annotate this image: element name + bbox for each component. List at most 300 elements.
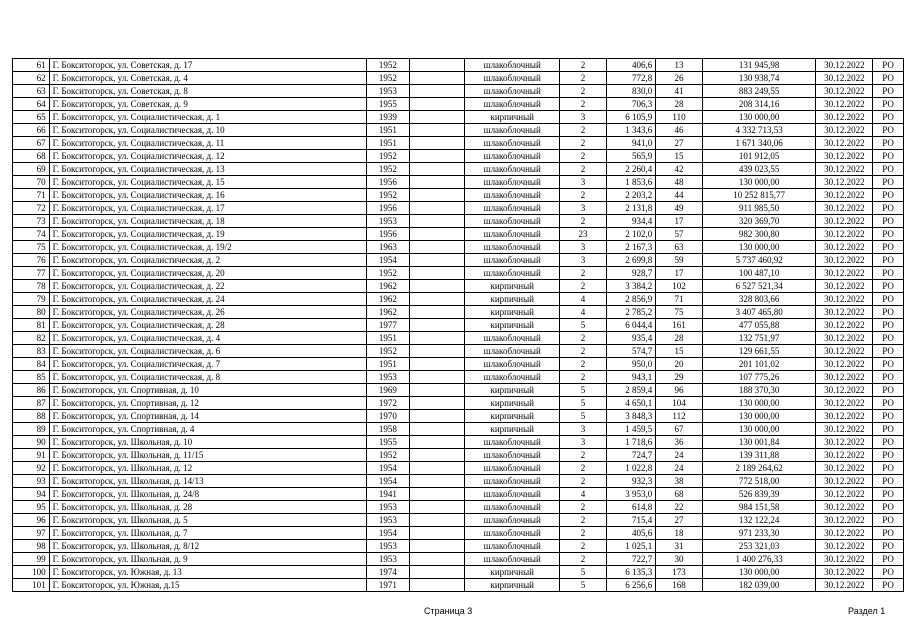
cost-cell: 6 527 521,34 (702, 280, 816, 293)
cost-cell: 130 938,74 (702, 72, 816, 85)
floors-cell: 3 (560, 111, 606, 124)
wall-material-cell: кирпичный (465, 306, 560, 319)
date-cell: 30.12.2022 (816, 124, 873, 137)
wall-material-cell: шлакоблочный (465, 98, 560, 111)
source-cell: РО (873, 267, 904, 280)
area-cell: 2 699,8 (606, 254, 656, 267)
source-cell: РО (873, 85, 904, 98)
date-cell: 30.12.2022 (816, 345, 873, 358)
address-cell: Г. Бокситогорск, ул. Социалистическая, д. 1 (49, 111, 366, 124)
row-number-cell: 78 (13, 280, 50, 293)
residents-cell: 42 (656, 163, 702, 176)
year-built-cell: 1956 (366, 228, 410, 241)
address-cell: Г. Бокситогорск, ул. Социалистическая, д. 12 (49, 150, 366, 163)
address-cell: Г. Бокситогорск, ул. Школьная, д. 12 (49, 462, 366, 475)
residents-cell: 68 (656, 488, 702, 501)
cost-cell: 131 945,98 (702, 59, 816, 72)
residents-cell: 49 (656, 202, 702, 215)
area-cell: 1 343,6 (606, 124, 656, 137)
table-row (13, 540, 904, 553)
blank-cell (410, 462, 465, 475)
date-cell: 30.12.2022 (816, 553, 873, 566)
date-cell: 30.12.2022 (816, 254, 873, 267)
residents-cell: 71 (656, 293, 702, 306)
year-built-cell: 1954 (366, 254, 410, 267)
year-built-cell: 1974 (366, 566, 410, 579)
date-cell: 30.12.2022 (816, 176, 873, 189)
residents-cell: 36 (656, 436, 702, 449)
floors-cell: 5 (560, 410, 606, 423)
source-cell: РО (873, 306, 904, 319)
address-cell: Г. Бокситогорск, ул. Советская, д. 17 (49, 59, 366, 72)
floors-cell: 2 (560, 189, 606, 202)
blank-cell (410, 371, 465, 384)
area-cell: 943,1 (606, 371, 656, 384)
blank-cell (410, 176, 465, 189)
source-cell: РО (873, 514, 904, 527)
blank-cell (410, 189, 465, 202)
blank-cell (410, 423, 465, 436)
source-cell: РО (873, 241, 904, 254)
cost-cell: 182 039,00 (702, 579, 816, 592)
section-label: Раздел 1 (848, 606, 886, 616)
cost-cell: 883 249,55 (702, 85, 816, 98)
address-cell: Г. Бокситогорск, ул. Социалистическая, д. 2 (49, 254, 366, 267)
date-cell: 30.12.2022 (816, 475, 873, 488)
date-cell: 30.12.2022 (816, 436, 873, 449)
residents-cell: 27 (656, 514, 702, 527)
page-number: Страница 3 (424, 606, 473, 616)
table-row (13, 98, 904, 111)
date-cell: 30.12.2022 (816, 423, 873, 436)
wall-material-cell: кирпичный (465, 280, 560, 293)
floors-cell: 2 (560, 98, 606, 111)
area-cell: 2 131,8 (606, 202, 656, 215)
residents-cell: 28 (656, 98, 702, 111)
table-row (13, 254, 904, 267)
date-cell: 30.12.2022 (816, 202, 873, 215)
source-cell: РО (873, 462, 904, 475)
source-cell: РО (873, 111, 904, 124)
floors-cell: 5 (560, 566, 606, 579)
table-row (13, 319, 904, 332)
blank-cell (410, 540, 465, 553)
cost-cell: 526 839,39 (702, 488, 816, 501)
residents-cell: 13 (656, 59, 702, 72)
table-row (13, 228, 904, 241)
year-built-cell: 1954 (366, 527, 410, 540)
row-number-cell: 77 (13, 267, 50, 280)
cost-cell: 130 000,00 (702, 176, 816, 189)
address-cell: Г. Бокситогорск, ул. Социалистическая, д. 16 (49, 189, 366, 202)
area-cell: 3 953,0 (606, 488, 656, 501)
row-number-cell: 80 (13, 306, 50, 319)
source-cell: РО (873, 566, 904, 579)
source-cell: РО (873, 319, 904, 332)
table-row (13, 163, 904, 176)
year-built-cell: 1955 (366, 436, 410, 449)
source-cell: РО (873, 579, 904, 592)
address-cell: Г. Бокситогорск, ул. Школьная, д. 8/12 (49, 540, 366, 553)
date-cell: 30.12.2022 (816, 449, 873, 462)
date-cell: 30.12.2022 (816, 150, 873, 163)
table-row (13, 176, 904, 189)
date-cell: 30.12.2022 (816, 98, 873, 111)
address-cell: Г. Бокситогорск, ул. Школьная, д. 10 (49, 436, 366, 449)
address-cell: Г. Бокситогорск, ул. Социалистическая, д. 22 (49, 280, 366, 293)
area-cell: 2 167,3 (606, 241, 656, 254)
source-cell: РО (873, 345, 904, 358)
address-cell: Г. Бокситогорск, ул. Социалистическая, д. 4 (49, 332, 366, 345)
housing-registry-table (12, 58, 904, 592)
residents-cell: 24 (656, 462, 702, 475)
cost-cell: 130 001,84 (702, 436, 816, 449)
source-cell: РО (873, 293, 904, 306)
residents-cell: 38 (656, 475, 702, 488)
wall-material-cell: шлакоблочный (465, 215, 560, 228)
wall-material-cell: кирпичный (465, 566, 560, 579)
source-cell: РО (873, 423, 904, 436)
address-cell: Г. Бокситогорск, ул. Социалистическая, д. 19 (49, 228, 366, 241)
year-built-cell: 1953 (366, 501, 410, 514)
year-built-cell: 1956 (366, 202, 410, 215)
cost-cell: 1 400 276,33 (702, 553, 816, 566)
year-built-cell: 1953 (366, 371, 410, 384)
blank-cell (410, 202, 465, 215)
floors-cell: 2 (560, 553, 606, 566)
table-row (13, 332, 904, 345)
row-number-cell: 68 (13, 150, 50, 163)
row-number-cell: 64 (13, 98, 50, 111)
wall-material-cell: шлакоблочный (465, 501, 560, 514)
blank-cell (410, 111, 465, 124)
area-cell: 405,6 (606, 527, 656, 540)
address-cell: Г. Бокситогорск, ул. Школьная, д. 28 (49, 501, 366, 514)
date-cell: 30.12.2022 (816, 540, 873, 553)
wall-material-cell: шлакоблочный (465, 59, 560, 72)
wall-material-cell: кирпичный (465, 293, 560, 306)
residents-cell: 24 (656, 449, 702, 462)
residents-cell: 22 (656, 501, 702, 514)
floors-cell: 2 (560, 358, 606, 371)
floors-cell: 3 (560, 176, 606, 189)
table-row (13, 579, 904, 592)
residents-cell: 26 (656, 72, 702, 85)
floors-cell: 2 (560, 59, 606, 72)
year-built-cell: 1952 (366, 189, 410, 202)
table-row (13, 358, 904, 371)
year-built-cell: 1953 (366, 540, 410, 553)
area-cell: 706,3 (606, 98, 656, 111)
blank-cell (410, 332, 465, 345)
source-cell: РО (873, 202, 904, 215)
area-cell: 724,7 (606, 449, 656, 462)
date-cell: 30.12.2022 (816, 85, 873, 98)
wall-material-cell: шлакоблочный (465, 241, 560, 254)
residents-cell: 161 (656, 319, 702, 332)
cost-cell: 188 370,30 (702, 384, 816, 397)
wall-material-cell: шлакоблочный (465, 254, 560, 267)
residents-cell: 75 (656, 306, 702, 319)
blank-cell (410, 215, 465, 228)
floors-cell: 2 (560, 215, 606, 228)
table-row (13, 150, 904, 163)
year-built-cell: 1962 (366, 280, 410, 293)
floors-cell: 3 (560, 202, 606, 215)
blank-cell (410, 137, 465, 150)
year-built-cell: 1953 (366, 215, 410, 228)
row-number-cell: 98 (13, 540, 50, 553)
residents-cell: 15 (656, 345, 702, 358)
wall-material-cell: шлакоблочный (465, 202, 560, 215)
cost-cell: 772 518,00 (702, 475, 816, 488)
cost-cell: 100 487,10 (702, 267, 816, 280)
table-row (13, 137, 904, 150)
row-number-cell: 101 (13, 579, 50, 592)
table-row (13, 202, 904, 215)
area-cell: 715,4 (606, 514, 656, 527)
date-cell: 30.12.2022 (816, 293, 873, 306)
date-cell: 30.12.2022 (816, 280, 873, 293)
wall-material-cell: шлакоблочный (465, 514, 560, 527)
blank-cell (410, 436, 465, 449)
date-cell: 30.12.2022 (816, 514, 873, 527)
row-number-cell: 89 (13, 423, 50, 436)
floors-cell: 2 (560, 72, 606, 85)
cost-cell: 253 321,03 (702, 540, 816, 553)
row-number-cell: 92 (13, 462, 50, 475)
area-cell: 1 022,8 (606, 462, 656, 475)
residents-cell: 110 (656, 111, 702, 124)
year-built-cell: 1952 (366, 345, 410, 358)
cost-cell: 3 407 465,80 (702, 306, 816, 319)
row-number-cell: 69 (13, 163, 50, 176)
area-cell: 6 105,9 (606, 111, 656, 124)
table-row (13, 59, 904, 72)
wall-material-cell: кирпичный (465, 111, 560, 124)
year-built-cell: 1952 (366, 163, 410, 176)
floors-cell: 2 (560, 345, 606, 358)
year-built-cell: 1962 (366, 293, 410, 306)
blank-cell (410, 345, 465, 358)
row-number-cell: 94 (13, 488, 50, 501)
area-cell: 830,0 (606, 85, 656, 98)
table-row (13, 514, 904, 527)
year-built-cell: 1954 (366, 462, 410, 475)
area-cell: 932,3 (606, 475, 656, 488)
address-cell: Г. Бокситогорск, ул. Социалистическая, д. 7 (49, 358, 366, 371)
date-cell: 30.12.2022 (816, 59, 873, 72)
address-cell: Г. Бокситогорск, ул. Социалистическая, д. 28 (49, 319, 366, 332)
residents-cell: 59 (656, 254, 702, 267)
floors-cell: 2 (560, 514, 606, 527)
residents-cell: 31 (656, 540, 702, 553)
area-cell: 2 102,0 (606, 228, 656, 241)
residents-cell: 18 (656, 527, 702, 540)
cost-cell: 130 000,00 (702, 410, 816, 423)
residents-cell: 29 (656, 371, 702, 384)
year-built-cell: 1952 (366, 449, 410, 462)
date-cell: 30.12.2022 (816, 358, 873, 371)
wall-material-cell: шлакоблочный (465, 553, 560, 566)
date-cell: 30.12.2022 (816, 488, 873, 501)
wall-material-cell: шлакоблочный (465, 137, 560, 150)
year-built-cell: 1970 (366, 410, 410, 423)
wall-material-cell: шлакоблочный (465, 124, 560, 137)
floors-cell: 2 (560, 462, 606, 475)
row-number-cell: 95 (13, 501, 50, 514)
area-cell: 565,9 (606, 150, 656, 163)
address-cell: Г. Бокситогорск, ул. Спортивная, д. 12 (49, 397, 366, 410)
blank-cell (410, 98, 465, 111)
year-built-cell: 1963 (366, 241, 410, 254)
blank-cell (410, 228, 465, 241)
table-row (13, 111, 904, 124)
date-cell: 30.12.2022 (816, 189, 873, 202)
residents-cell: 173 (656, 566, 702, 579)
date-cell: 30.12.2022 (816, 462, 873, 475)
floors-cell: 2 (560, 501, 606, 514)
address-cell: Г. Бокситогорск, ул. Социалистическая, д. 19/2 (49, 241, 366, 254)
date-cell: 30.12.2022 (816, 527, 873, 540)
date-cell: 30.12.2022 (816, 332, 873, 345)
floors-cell: 3 (560, 423, 606, 436)
residents-cell: 57 (656, 228, 702, 241)
address-cell: Г. Бокситогорск, ул. Социалистическая, д. 6 (49, 345, 366, 358)
blank-cell (410, 124, 465, 137)
date-cell: 30.12.2022 (816, 410, 873, 423)
address-cell: Г. Бокситогорск, ул. Школьная, д. 5 (49, 514, 366, 527)
cost-cell: 132 751,97 (702, 332, 816, 345)
table-row (13, 189, 904, 202)
date-cell: 30.12.2022 (816, 397, 873, 410)
address-cell: Г. Бокситогорск, ул. Социалистическая, д. 8 (49, 371, 366, 384)
row-number-cell: 96 (13, 514, 50, 527)
table-row (13, 280, 904, 293)
residents-cell: 44 (656, 189, 702, 202)
address-cell: Г. Бокситогорск, ул. Школьная, д. 14/13 (49, 475, 366, 488)
table-body (13, 59, 904, 592)
date-cell: 30.12.2022 (816, 228, 873, 241)
table-row (13, 436, 904, 449)
row-number-cell: 61 (13, 59, 50, 72)
row-number-cell: 84 (13, 358, 50, 371)
residents-cell: 112 (656, 410, 702, 423)
year-built-cell: 1941 (366, 488, 410, 501)
floors-cell: 5 (560, 384, 606, 397)
row-number-cell: 75 (13, 241, 50, 254)
year-built-cell: 1953 (366, 514, 410, 527)
floors-cell: 4 (560, 293, 606, 306)
blank-cell (410, 59, 465, 72)
cost-cell: 2 189 264,62 (702, 462, 816, 475)
area-cell: 406,6 (606, 59, 656, 72)
year-built-cell: 1972 (366, 397, 410, 410)
table-row (13, 475, 904, 488)
table-row (13, 85, 904, 98)
residents-cell: 30 (656, 553, 702, 566)
cost-cell: 130 000,00 (702, 423, 816, 436)
floors-cell: 2 (560, 527, 606, 540)
date-cell: 30.12.2022 (816, 371, 873, 384)
floors-cell: 2 (560, 449, 606, 462)
floors-cell: 2 (560, 267, 606, 280)
floors-cell: 2 (560, 163, 606, 176)
wall-material-cell: кирпичный (465, 423, 560, 436)
blank-cell (410, 566, 465, 579)
table-row (13, 124, 904, 137)
residents-cell: 48 (656, 176, 702, 189)
cost-cell: 320 369,70 (702, 215, 816, 228)
table-row (13, 527, 904, 540)
wall-material-cell: шлакоблочный (465, 267, 560, 280)
row-number-cell: 86 (13, 384, 50, 397)
year-built-cell: 1953 (366, 553, 410, 566)
address-cell: Г. Бокситогорск, ул. Школьная, д. 9 (49, 553, 366, 566)
residents-cell: 41 (656, 85, 702, 98)
area-cell: 928,7 (606, 267, 656, 280)
source-cell: РО (873, 436, 904, 449)
table-row (13, 410, 904, 423)
wall-material-cell: кирпичный (465, 579, 560, 592)
table-row (13, 423, 904, 436)
residents-cell: 20 (656, 358, 702, 371)
wall-material-cell: шлакоблочный (465, 358, 560, 371)
address-cell: Г. Бокситогорск, ул. Спортивная, д. 14 (49, 410, 366, 423)
table-row (13, 72, 904, 85)
date-cell: 30.12.2022 (816, 241, 873, 254)
wall-material-cell: шлакоблочный (465, 150, 560, 163)
wall-material-cell: шлакоблочный (465, 436, 560, 449)
cost-cell: 5 737 460,92 (702, 254, 816, 267)
floors-cell: 2 (560, 332, 606, 345)
cost-cell: 130 000,00 (702, 566, 816, 579)
cost-cell: 208 314,16 (702, 98, 816, 111)
table-row (13, 488, 904, 501)
residents-cell: 27 (656, 137, 702, 150)
table-row (13, 241, 904, 254)
wall-material-cell: шлакоблочный (465, 189, 560, 202)
cost-cell: 1 671 340,06 (702, 137, 816, 150)
year-built-cell: 1952 (366, 267, 410, 280)
year-built-cell: 1956 (366, 176, 410, 189)
residents-cell: 46 (656, 124, 702, 137)
address-cell: Г. Бокситогорск, ул. Советская, д. 4 (49, 72, 366, 85)
row-number-cell: 72 (13, 202, 50, 215)
year-built-cell: 1939 (366, 111, 410, 124)
floors-cell: 2 (560, 150, 606, 163)
area-cell: 2 260,4 (606, 163, 656, 176)
wall-material-cell: шлакоблочный (465, 540, 560, 553)
table-row (13, 566, 904, 579)
wall-material-cell: кирпичный (465, 319, 560, 332)
wall-material-cell: шлакоблочный (465, 85, 560, 98)
wall-material-cell: шлакоблочный (465, 332, 560, 345)
cost-cell: 130 000,00 (702, 397, 816, 410)
source-cell: РО (873, 332, 904, 345)
source-cell: РО (873, 410, 904, 423)
area-cell: 574,7 (606, 345, 656, 358)
blank-cell (410, 163, 465, 176)
area-cell: 2 859,4 (606, 384, 656, 397)
row-number-cell: 66 (13, 124, 50, 137)
area-cell: 6 135,3 (606, 566, 656, 579)
year-built-cell: 1971 (366, 579, 410, 592)
area-cell: 772,8 (606, 72, 656, 85)
year-built-cell: 1962 (366, 306, 410, 319)
date-cell: 30.12.2022 (816, 111, 873, 124)
year-built-cell: 1951 (366, 124, 410, 137)
